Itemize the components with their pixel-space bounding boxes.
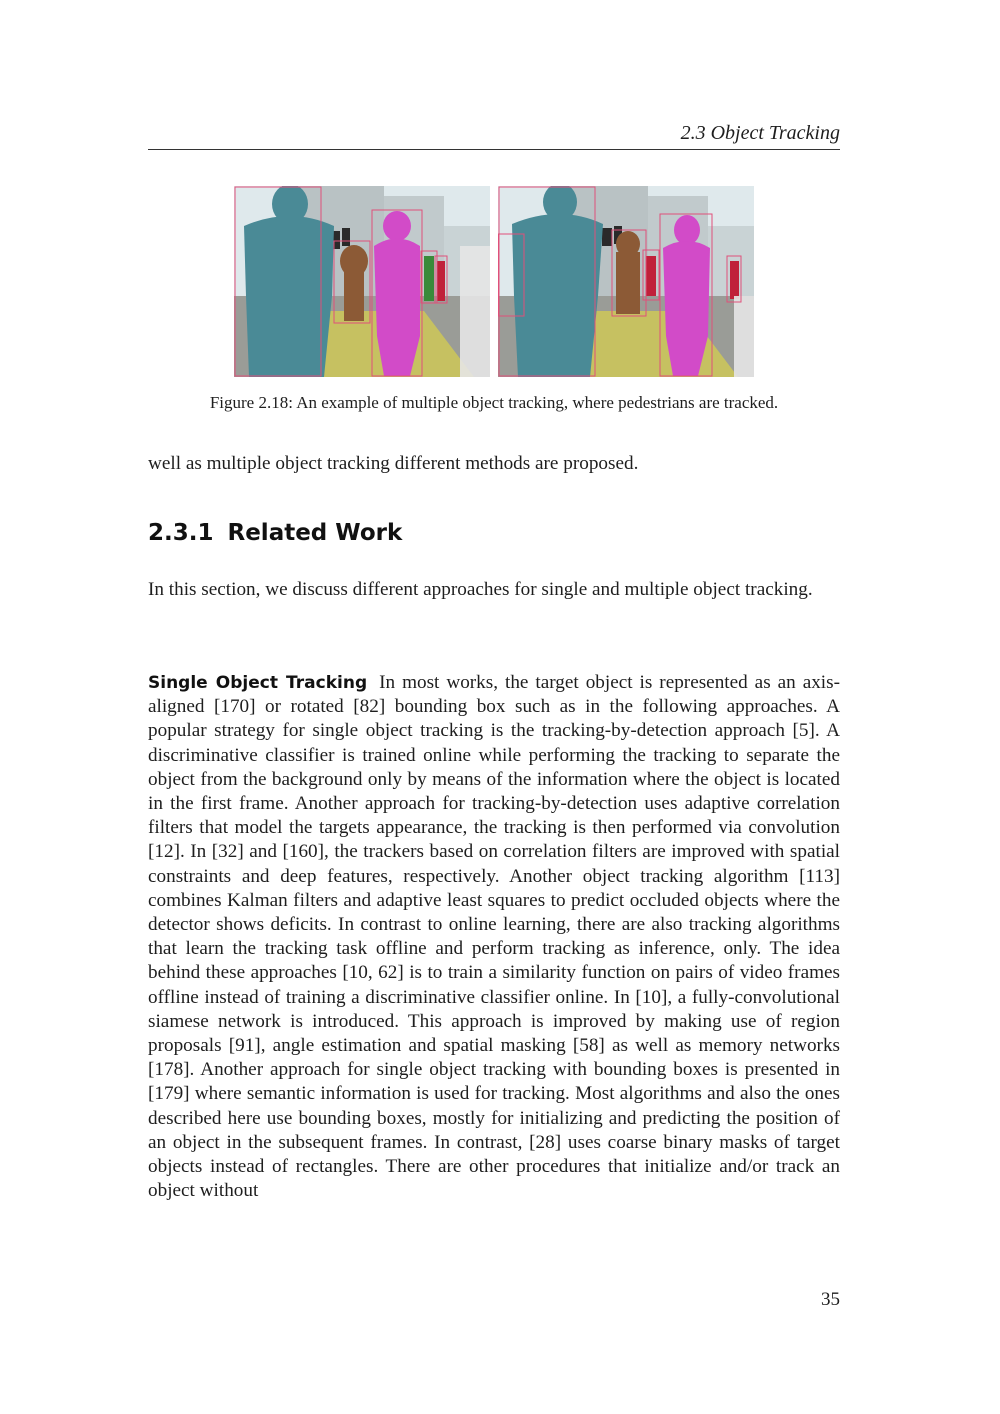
page-number: 35 xyxy=(821,1289,840,1310)
single-object-tracking-paragraph xyxy=(148,671,840,1203)
section-intro-paragraph: In this section, we discuss different approaches for single and multiple object tracking. xyxy=(148,579,813,600)
tracking-frame-1 xyxy=(234,186,490,377)
tracking-figure xyxy=(234,186,754,377)
tracking-frame-2 xyxy=(498,186,754,377)
paragraph-heading: Single Object Tracking xyxy=(148,673,368,693)
running-header: 2.3 Object Tracking xyxy=(680,122,840,144)
section-title: Related Work xyxy=(227,520,403,546)
header-rule xyxy=(148,149,840,150)
section-heading xyxy=(148,520,402,546)
paragraph-body: In most works, the target object is represented as an axis-aligned [170] or rotated [82] bounding box such as in the following approaches. A popular strategy for single object tracking is the tracking-by-detection approach [5]. A discriminative classifier is trained online while performing the tracking to separate the object from the background only by means of the information where the object is located in the first frame. Another approach for tracking-by-detection uses adaptive correlation filters that model the targets appearance, the tracking is then performed via convolution [12]. In [32] and [160], the trackers based on correlation filters are improved with spatial constraints and deep features, respectively. Another object tracking algorithm [113] combines Kalman filters and adaptive least squares to predict occluded objects where the detector shows deficits. In contrast to online learning, there are also tracking algorithms that learn the tracking task offline and perform tracking as inference, only. The idea behind these approaches [10, 62] is to train a similarity function on pairs of video frames offline instead of training a discriminative classifier online. In [10], a fully-convolutional siamese network is introduced. This approach is improved by making use of region proposals [91], angle estimation and spatial masking [58] as well as memory networks [178]. Another approach for single object tracking with bounding boxes is presented in [179] where semantic information is used for tracking. Most algorithms and also the ones described here use bounding boxes, mostly for initializing and predicting the position of an object in the subsequent frames. In contrast, [28] uses coarse binary masks of target objects instead of rectangles. There are other procedures that initialize and/or track an object without xyxy=(148,672,840,1202)
street-scene-image-2 xyxy=(498,186,754,377)
figure-caption: Figure 2.18: An example of multiple object tracking, where pedestrians are tracked. xyxy=(209,393,779,412)
continuation-paragraph: well as multiple object tracking different methods are proposed. xyxy=(148,453,639,474)
section-number: 2.3.1 xyxy=(148,520,214,546)
street-scene-image-1 xyxy=(234,186,490,377)
